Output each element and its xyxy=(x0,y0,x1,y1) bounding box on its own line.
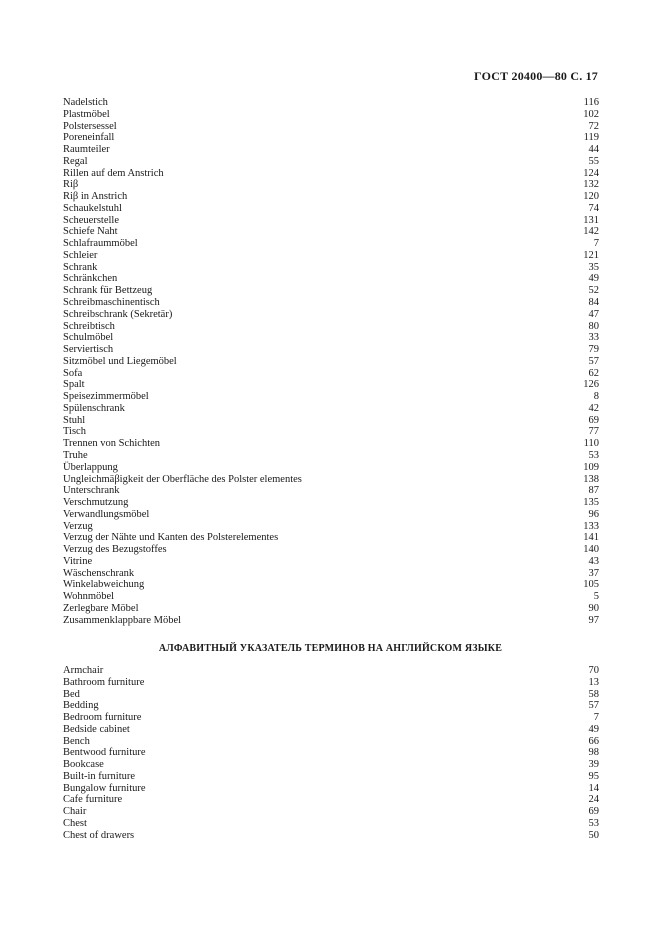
index-page-number: 74 xyxy=(588,202,599,214)
index-page-number: 131 xyxy=(583,214,599,226)
index-page-number: 70 xyxy=(588,665,599,676)
index-page-number: 49 xyxy=(588,723,599,735)
index-term: Schlafraummöbel xyxy=(63,238,138,250)
index-term: Poreneinfall xyxy=(63,132,115,144)
index-term: Bed xyxy=(63,688,80,700)
index-term: Polstersessel xyxy=(63,120,117,132)
index-page-number: 80 xyxy=(588,320,599,332)
index-term: Bookcase xyxy=(63,759,104,771)
index-entry xyxy=(63,556,599,568)
index-term: Zusammenklappbare Möbel xyxy=(63,614,182,626)
index-term: Verzug xyxy=(63,520,93,532)
index-page-number: 95 xyxy=(588,770,599,782)
index-entry xyxy=(63,403,599,415)
index-term: Serviertisch xyxy=(63,344,114,356)
index-term: Wohnmöbel xyxy=(63,591,115,603)
index-entry xyxy=(63,759,599,771)
index-page-number: 52 xyxy=(588,285,599,297)
index-page-number: 132 xyxy=(583,179,599,191)
index-page-number: 53 xyxy=(588,449,599,461)
index-term: Bedding xyxy=(63,700,99,712)
index-entry xyxy=(63,677,599,689)
index-page-number: 39 xyxy=(588,759,599,771)
index-page-number: 141 xyxy=(583,532,599,544)
index-entry xyxy=(63,736,599,748)
index-page-number: 140 xyxy=(583,544,599,556)
index-page-number: 79 xyxy=(588,344,599,356)
index-term: Verschmutzung xyxy=(63,497,129,509)
index-page-number: 96 xyxy=(588,508,599,520)
index-entry xyxy=(63,474,599,486)
index-page-number: 35 xyxy=(588,261,599,273)
index-entry xyxy=(63,297,599,309)
index-entry xyxy=(63,368,599,380)
index-page-number: 43 xyxy=(588,555,599,567)
index-term: Bedroom furniture xyxy=(63,712,142,724)
index-page-number: 138 xyxy=(583,473,599,485)
index-entry xyxy=(63,830,599,842)
index-entry xyxy=(63,771,599,783)
index-term: Schulmöbel xyxy=(63,332,114,344)
index-term: Chest of drawers xyxy=(63,829,135,841)
index-term: Schleier xyxy=(63,249,98,261)
index-entry xyxy=(63,509,599,521)
index-entry xyxy=(63,168,599,180)
index-page-number: 135 xyxy=(583,497,599,509)
index-entry xyxy=(63,144,599,156)
index-term: Armchair xyxy=(63,665,104,676)
index-term: Schreibtisch xyxy=(63,320,115,332)
index-page-number: 142 xyxy=(583,226,599,238)
index-entry xyxy=(63,450,599,462)
index-term: Riβ in Anstrich xyxy=(63,191,128,203)
index-term: Bungalow furniture xyxy=(63,782,146,794)
index-entry xyxy=(63,179,599,191)
index-entry xyxy=(63,438,599,450)
index-page-number: 14 xyxy=(588,782,599,794)
page-header: ГОСТ 20400—80 С. 17 xyxy=(474,69,598,83)
index-page-number: 37 xyxy=(588,567,599,579)
index-page-number: 49 xyxy=(588,273,599,285)
index-term: Bedside cabinet xyxy=(63,723,130,735)
index-term: Spülenschrank xyxy=(63,402,125,414)
index-page-number: 57 xyxy=(588,355,599,367)
index-page-number: 126 xyxy=(583,379,599,391)
index-page-number: 98 xyxy=(588,747,599,759)
index-term: Scheuerstelle xyxy=(63,214,119,226)
index-entry xyxy=(63,806,599,818)
index-page-number: 105 xyxy=(583,579,599,591)
index-term: Überlappung xyxy=(63,461,118,473)
index-term: Unterschrank xyxy=(63,485,120,497)
index-term: Built-in furniture xyxy=(63,770,136,782)
index-term: Schreibmaschinentisch xyxy=(63,297,160,309)
index-term: Schreibschrank (Sekretär) xyxy=(63,308,173,320)
english-term-index xyxy=(63,665,599,841)
index-entry xyxy=(63,391,599,403)
index-entry xyxy=(63,615,599,627)
index-entry xyxy=(63,462,599,474)
index-entry xyxy=(63,273,599,285)
index-term: Chest xyxy=(63,817,87,829)
index-term: Verzug der Nähte und Kanten des Polsterelementes xyxy=(63,532,279,544)
index-term: Ungleichmäβigkeit der Oberfläche des Polster elementes xyxy=(63,473,302,485)
index-entry xyxy=(63,332,599,344)
index-entry xyxy=(63,724,599,736)
index-term: Speisezimmermöbel xyxy=(63,391,149,403)
index-page-number: 121 xyxy=(583,249,599,261)
index-term: Zerlegbare Möbel xyxy=(63,602,139,614)
index-entry xyxy=(63,156,599,168)
index-page-number: 120 xyxy=(583,191,599,203)
index-entry xyxy=(63,285,599,297)
index-term: Bench xyxy=(63,735,90,747)
index-entry xyxy=(63,121,599,133)
index-page-number: 53 xyxy=(588,817,599,829)
index-term: Winkelabweichung xyxy=(63,579,145,591)
index-page-number: 116 xyxy=(583,97,599,108)
index-entry xyxy=(63,544,599,556)
index-page-number: 5 xyxy=(593,591,599,603)
index-entry xyxy=(63,689,599,701)
index-page-number: 7 xyxy=(593,712,599,724)
index-entry xyxy=(63,415,599,427)
index-term: Sofa xyxy=(63,367,83,379)
index-page-number: 62 xyxy=(588,367,599,379)
index-term: Schiefe Naht xyxy=(63,226,118,238)
index-page-number: 102 xyxy=(583,108,599,120)
index-term: Truhe xyxy=(63,449,88,461)
index-page-number: 55 xyxy=(588,155,599,167)
index-page-number: 8 xyxy=(593,391,599,403)
index-entry xyxy=(63,262,599,274)
index-term: Plastmöbel xyxy=(63,108,110,120)
index-entry xyxy=(63,497,599,509)
index-entry xyxy=(63,426,599,438)
index-page-number: 119 xyxy=(583,132,599,144)
index-entry xyxy=(63,191,599,203)
index-page-number: 69 xyxy=(588,414,599,426)
index-entry xyxy=(63,700,599,712)
index-page-number: 57 xyxy=(588,700,599,712)
index-entry xyxy=(63,309,599,321)
index-entry xyxy=(63,712,599,724)
index-entry xyxy=(63,238,599,250)
index-page-number: 13 xyxy=(588,676,599,688)
index-page-number: 58 xyxy=(588,688,599,700)
index-term: Bentwood furniture xyxy=(63,747,146,759)
index-entry xyxy=(63,356,599,368)
index-entry xyxy=(63,215,599,227)
index-entry xyxy=(63,794,599,806)
index-term: Schränkchen xyxy=(63,273,118,285)
index-entry xyxy=(63,521,599,533)
english-index-title: АЛФАВИТНЫЙ УКАЗАТЕЛЬ ТЕРМИНОВ НА АНГЛИЙСКОМ ЯЗЫКЕ xyxy=(158,643,503,654)
index-page-number: 42 xyxy=(588,402,599,414)
index-page-number: 24 xyxy=(588,794,599,806)
index-entry xyxy=(63,97,599,109)
index-page-number: 47 xyxy=(588,308,599,320)
index-entry xyxy=(63,344,599,356)
index-entry xyxy=(63,591,599,603)
index-page-number: 97 xyxy=(588,614,599,626)
index-entry xyxy=(63,226,599,238)
index-term: Wäschenschrank xyxy=(63,567,135,579)
index-term: Sitzmöbel und Liegemöbel xyxy=(63,355,177,367)
index-entry xyxy=(63,747,599,759)
index-page-number: 69 xyxy=(588,806,599,818)
index-entry xyxy=(63,579,599,591)
index-term: Verwandlungsmöbel xyxy=(63,508,150,520)
index-term: Trennen von Schichten xyxy=(63,438,161,450)
index-page-number: 133 xyxy=(583,520,599,532)
index-page-number: 84 xyxy=(588,297,599,309)
german-term-index xyxy=(63,97,599,626)
index-page-number: 87 xyxy=(588,485,599,497)
index-entry xyxy=(63,665,599,677)
index-page-number: 110 xyxy=(583,438,599,450)
index-entry xyxy=(63,109,599,121)
index-page-number: 44 xyxy=(588,144,599,156)
index-entry xyxy=(63,250,599,262)
index-page-number: 50 xyxy=(588,829,599,841)
index-term: Tisch xyxy=(63,426,86,438)
index-entry xyxy=(63,485,599,497)
index-term: Schaukelstuhl xyxy=(63,202,122,214)
index-entry xyxy=(63,783,599,795)
index-entry xyxy=(63,132,599,144)
index-term: Spalt xyxy=(63,379,85,391)
index-page-number: 77 xyxy=(588,426,599,438)
index-page-number: 7 xyxy=(593,238,599,250)
index-term: Nadelstich xyxy=(63,97,108,108)
index-term: Schrank für Bettzeug xyxy=(63,285,153,297)
index-page-number: 90 xyxy=(588,602,599,614)
index-term: Raumteiler xyxy=(63,144,110,156)
index-term: Rillen auf dem Anstrich xyxy=(63,167,164,179)
index-term: Cafe furniture xyxy=(63,794,123,806)
index-page-number: 33 xyxy=(588,332,599,344)
index-entry xyxy=(63,203,599,215)
index-term: Chair xyxy=(63,806,87,818)
index-entry xyxy=(63,603,599,615)
index-term: Stuhl xyxy=(63,414,86,426)
index-entry xyxy=(63,568,599,580)
index-page-number: 72 xyxy=(588,120,599,132)
index-entry xyxy=(63,321,599,333)
index-term: Regal xyxy=(63,155,88,167)
index-term: Riβ xyxy=(63,179,79,191)
index-term: Schrank xyxy=(63,261,98,273)
index-page-number: 109 xyxy=(583,461,599,473)
index-entry xyxy=(63,379,599,391)
index-term: Verzug des Bezugstoffes xyxy=(63,544,167,556)
index-term: Bathroom furniture xyxy=(63,676,145,688)
index-page-number: 66 xyxy=(588,735,599,747)
index-term: Vitrine xyxy=(63,555,93,567)
index-entry xyxy=(63,532,599,544)
index-entry xyxy=(63,818,599,830)
index-page-number: 124 xyxy=(583,167,599,179)
